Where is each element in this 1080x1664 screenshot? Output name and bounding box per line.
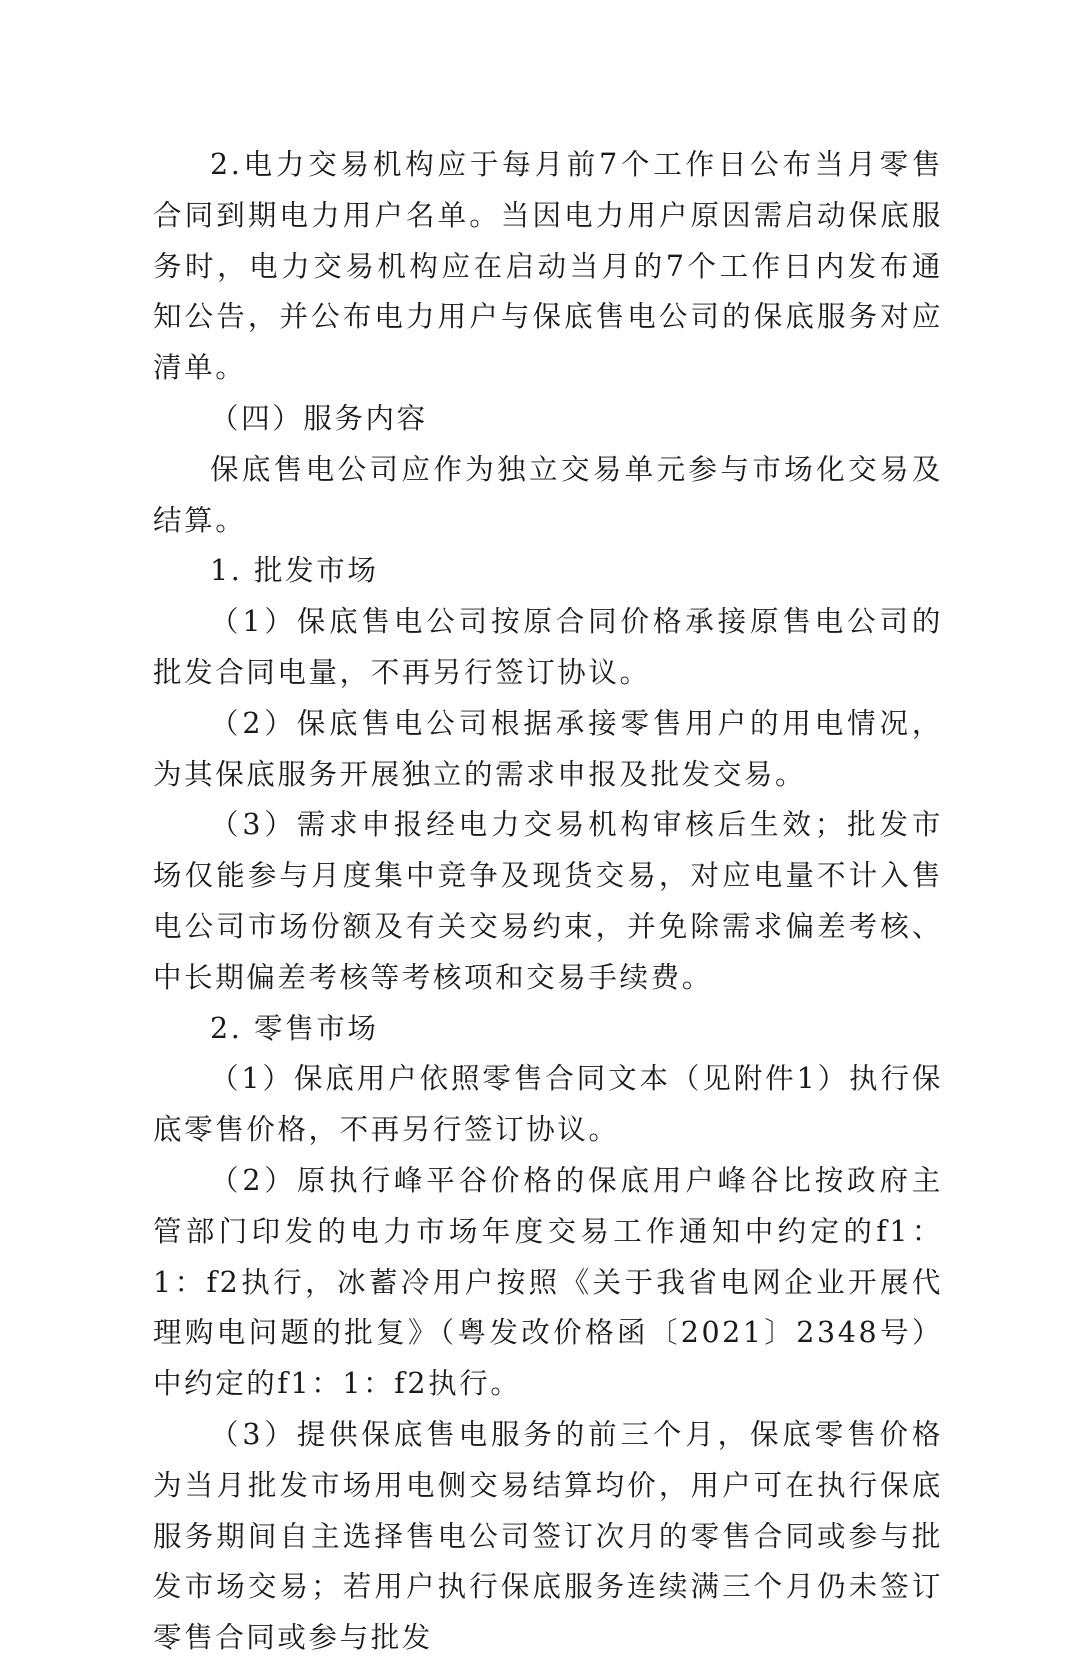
document-body bbox=[153, 140, 943, 1664]
paragraph-notice-schedule: 2.电力交易机构应于每月前7个工作日公布当月零售合同到期电力用户名单。当因电力用户原因需启动保底服务时，电力交易机构应在启动当月的7个工作日内发布通知公告，并公布电力用户与保底售电公司的保底服务对应清单。 bbox=[153, 148, 943, 385]
paragraph-wholesale-item-1: （1）保底售电公司按原合同价格承接原售电公司的批发合同电量，不再另行签订协议。 bbox=[153, 605, 943, 689]
paragraph-retail-item-1: （1）保底用户依照零售合同文本（见附件1）执行保底零售价格，不再另行签订协议。 bbox=[153, 1062, 943, 1147]
paragraph-retail-item-3: （3）提供保底售电服务的前三个月，保底零售价格为当月批发市场用电侧交易结算均价，用户可在执行保底服务期间自主选择售电公司签订次月的零售合同或参与批发市场交易；若用户执行保底服务连续满三个月仍未签订零售合同或参与批发 bbox=[153, 1417, 943, 1655]
section-heading-service-content: （四）服务内容 bbox=[210, 401, 428, 435]
subheading-wholesale-market: 1. 批发市场 bbox=[210, 554, 379, 588]
paragraph-wholesale-item-3: （3）需求申报经电力交易机构审核后生效；批发市场仅能参与月度集中竞争及现货交易，对应电量不计入售电公司市场份额及有关交易约束，并免除需求偏差考核、中长期偏差考核等考核项和交易手续费。 bbox=[153, 808, 943, 994]
paragraph-retail-item-2: （2）原执行峰平谷价格的保底用户峰谷比按政府主管部门印发的电力市场年度交易工作通知中约定的f1：1：f2执行，冰蓄冷用户按照《关于我省电网企业开展代理购电问题的批复》（粤发改价格函〔2021〕2348号）中约定的f1：1：f2执行。 bbox=[153, 1163, 943, 1401]
paragraph-independent-unit: 保底售电公司应作为独立交易单元参与市场化交易及结算。 bbox=[153, 452, 943, 537]
paragraph-wholesale-item-2: （2）保底售电公司根据承接零售用户的用电情况，为其保底服务开展独立的需求申报及批发交易。 bbox=[153, 706, 943, 791]
subheading-retail-market: 2. 零售市场 bbox=[210, 1011, 379, 1045]
